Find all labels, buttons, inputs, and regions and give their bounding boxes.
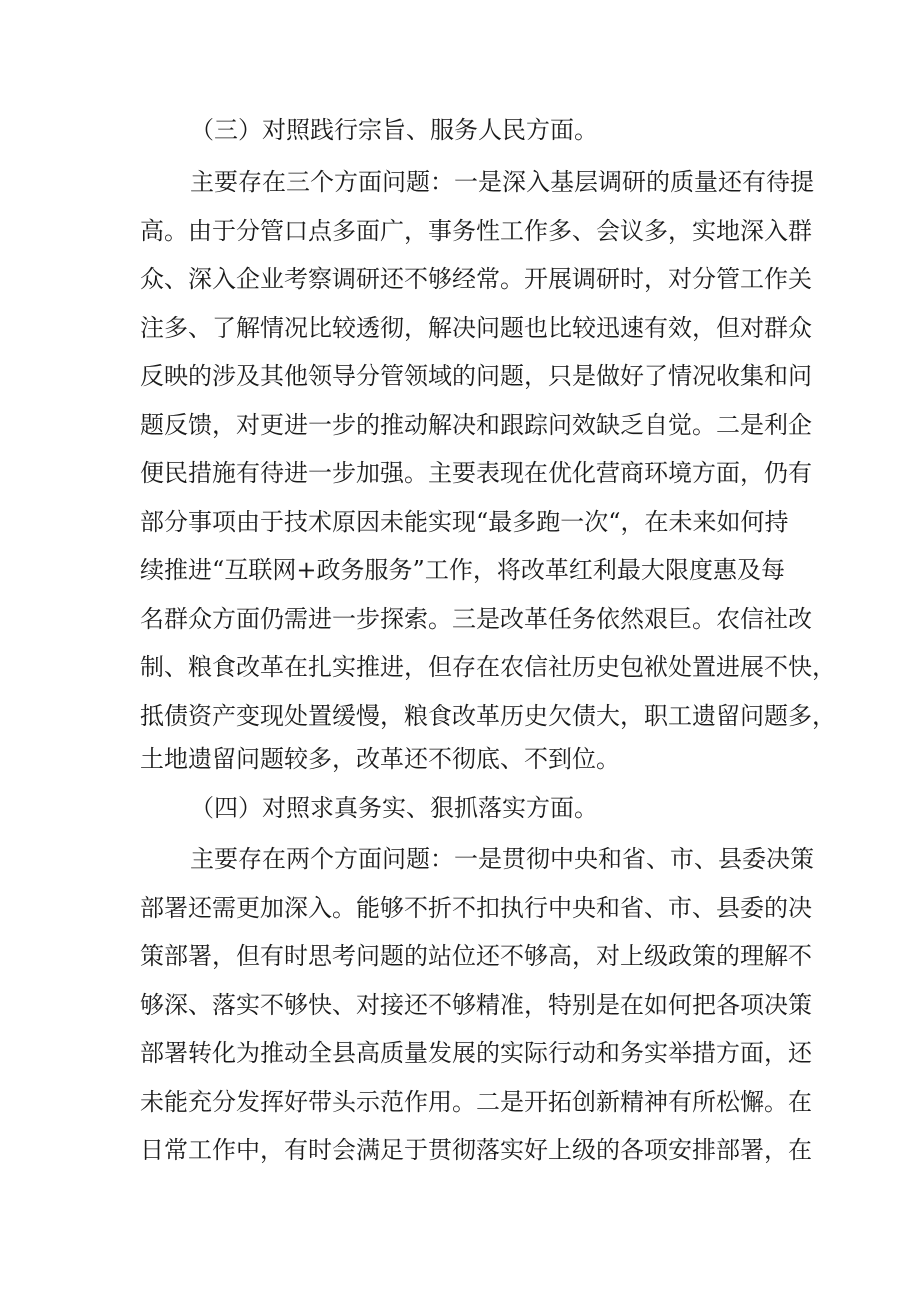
paragraph-line: 策部署，但有时思考问题的站位还不够高，对上级政策的理解不 (140, 942, 812, 970)
paragraph-line: 名群众方面仍需进一步探索。三是改革任务依然艰巨。农信社改 (140, 605, 812, 633)
paragraph-line: 部分事项由于技术原因未能实现“最多跑一次“，在未来如何持 (140, 508, 789, 536)
paragraph-line: 主要存在两个方面问题：一是贯彻中央和省、市、县委决策 (190, 845, 814, 873)
paragraph-line: 够深、落实不够快、对接还不够精准，特别是在如何把各项决策 (140, 991, 812, 1019)
paragraph-line: 题反馈，对更进一步的推动解决和跟踪问效缺乏自觉。二是利企 (140, 411, 812, 439)
paragraph-line: 便民措施有待进一步加强。主要表现在优化营商环境方面，仍有 (140, 459, 812, 487)
paragraph-line: 部署转化为推动全县高质量发展的实际行动和务实举措方面，还 (140, 1039, 812, 1067)
paragraph-line: 反映的涉及其他领导分管领域的问题，只是做好了情况收集和问 (140, 362, 812, 390)
paragraph-line: 主要存在三个方面问题：一是深入基层调研的质量还有待提 (190, 168, 814, 196)
paragraph-line: 注多、了解情况比较透彻，解决问题也比较迅速有效，但对群众 (140, 314, 812, 342)
paragraph-line: 制、粮食改革在扎实推进，但存在农信社历史包袱处置进展不快， (140, 653, 836, 681)
paragraph-line: 日常工作中，有时会满足于贯彻落实好上级的各项安排部署，在 (140, 1136, 812, 1164)
paragraph-line: 未能充分发挥好带头示范作用。二是开拓创新精神有所松懈。在 (140, 1088, 812, 1116)
paragraph-line: 土地遗留问题较多，改革还不彻底、不到位。 (140, 745, 620, 773)
paragraph-line: 高。由于分管口点多面广，事务性工作多、会议多，实地深入群 (140, 217, 812, 245)
paragraph-line: 续推进“互联网+政务服务”工作，将改革红利最大限度惠及每 (140, 556, 785, 584)
paragraph-line: 部署还需更加深入。能够不折不扣执行中央和省、市、县委的决 (140, 894, 812, 922)
section-heading-3: （三）对照践行宗旨、服务人民方面。 (190, 116, 598, 144)
section-heading-4: （四）对照求真务实、狠抓落实方面。 (190, 794, 598, 822)
paragraph-line: 抵债资产变现处置缓慢，粮食改革历史欠债大，职工遗留问题多， (140, 702, 836, 730)
paragraph-line: 众、深入企业考察调研还不够经常。开展调研时，对分管工作关 (140, 265, 812, 293)
